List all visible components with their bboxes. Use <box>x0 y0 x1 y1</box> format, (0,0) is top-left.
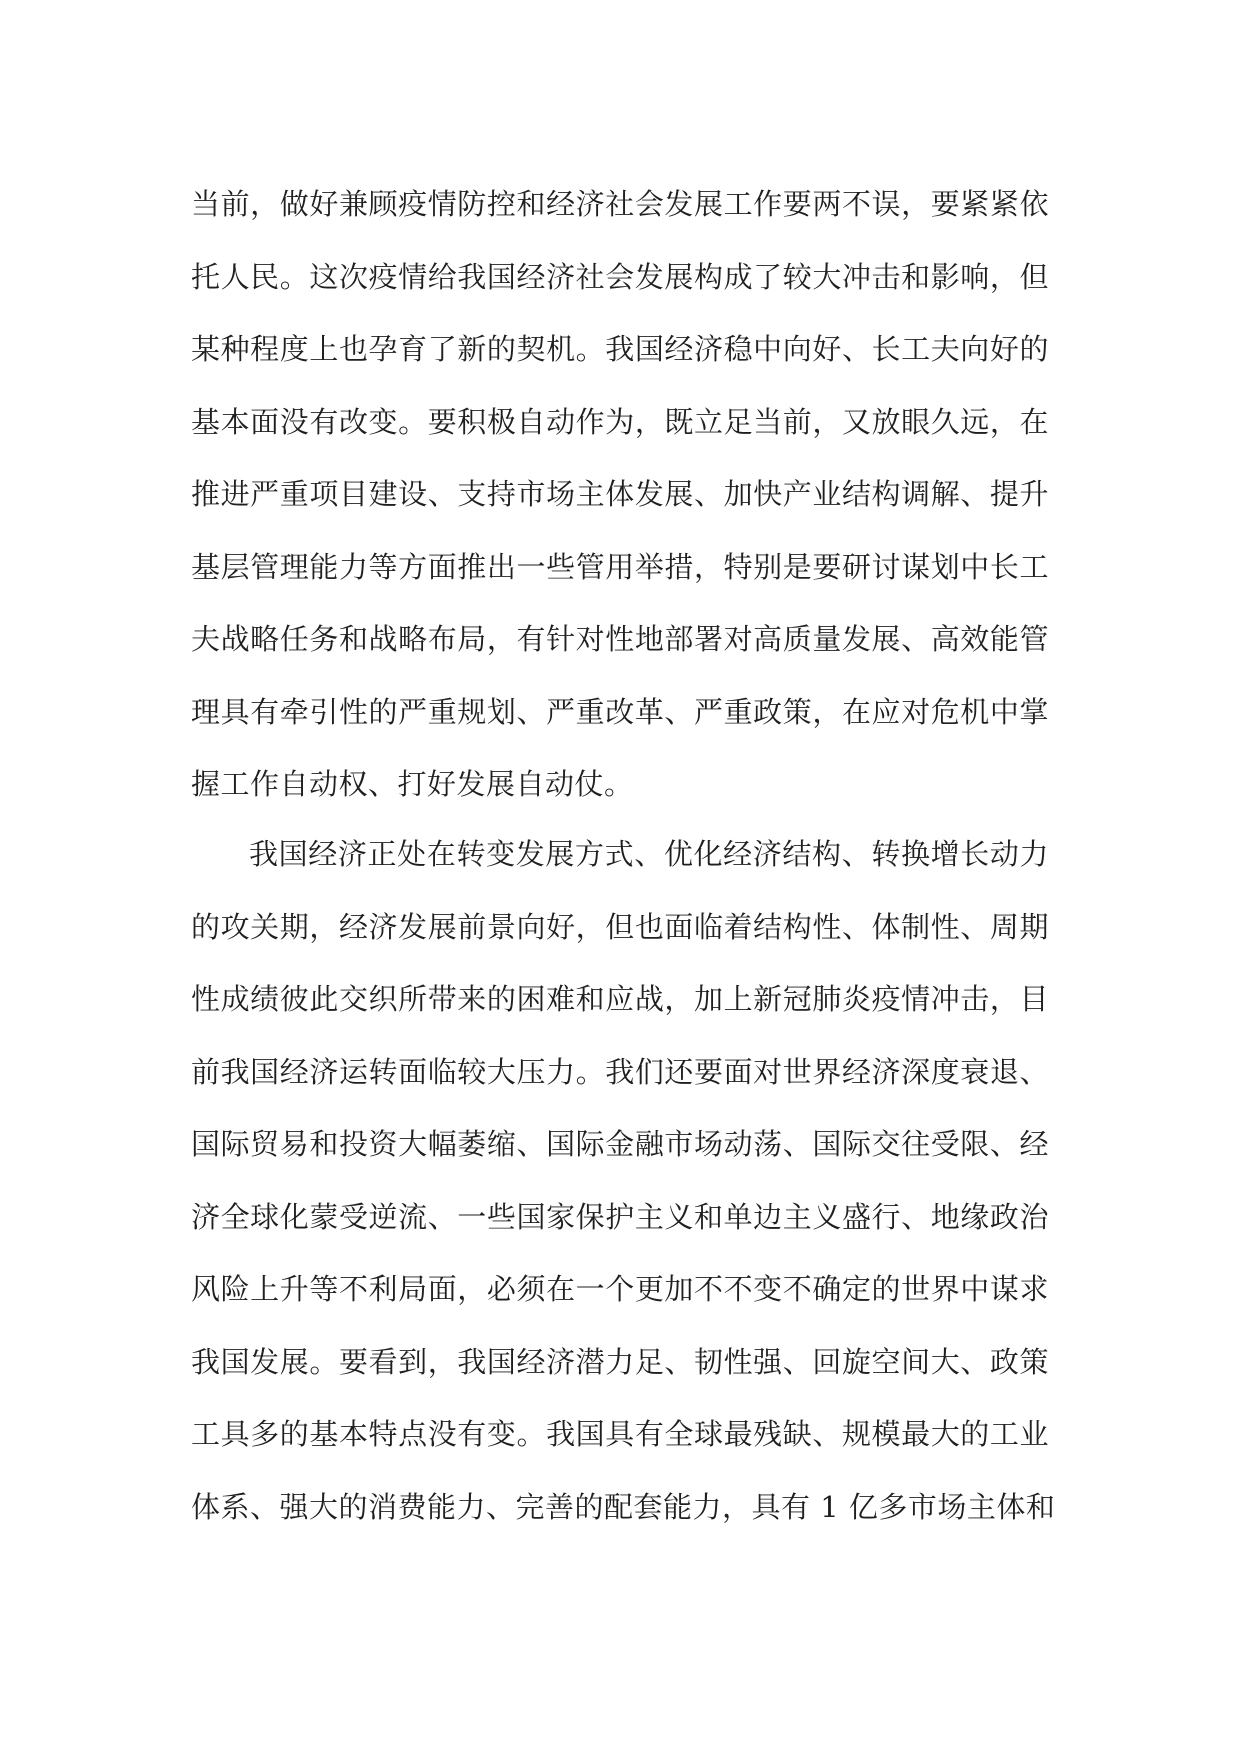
text-line: 我国发展。要看到，我国经济潜力足、韧性强、回旋空间大、政策 <box>191 1344 1049 1379</box>
text-line: 当前，做好兼顾疫情防控和经济社会发展工作要两不误，要紧紧依 <box>191 187 1049 221</box>
text-line: 基本面没有改变。要积极自动作为，既立足当前，又放眼久远，在 <box>191 404 1049 439</box>
text-line: 性成绩彼此交织所带来的困难和应战，加上新冠肺炎疫情冲击，目 <box>191 982 1049 1016</box>
text-line: 夫战略任务和战略布局，有针对性地部署对高质量发展、高效能管 <box>191 622 1049 656</box>
text-line: 前我国经济运转面临较大压力。我们还要面对世界经济深度衰退、 <box>191 1054 1049 1089</box>
text-line: 国际贸易和投资大幅萎缩、国际金融市场动荡、国际交往受限、经 <box>191 1127 1049 1161</box>
paragraph-2 <box>191 818 1056 1543</box>
paragraph-1 <box>191 168 1049 821</box>
text-line: 某种程度上也孕育了新的契机。我国经济稳中向好、长工夫向好的 <box>191 332 1049 366</box>
text-line: 理具有牵引性的严重规划、严重改革、严重政策，在应对危机中掌 <box>191 694 1049 729</box>
text-line: 的攻关期，经济发展前景向好，但也面临着结构性、体制性、周期 <box>191 909 1049 944</box>
text-line: 风险上升等不利局面，必须在一个更加不不变不确定的世界中谋求 <box>191 1272 1049 1306</box>
text-line: 济全球化蒙受逆流、一些国家保护主义和单边主义盛行、地缘政治 <box>191 1199 1049 1234</box>
text-line: 体系、强大的消费能力、完善的配套能力，具有 1 亿多市场主体和 <box>191 1489 1056 1524</box>
text-line: 推进严重项目建设、支持市场主体发展、加快产业结构调解、提升 <box>191 477 1049 511</box>
text-line: 托人民。这次疫情给我国经济社会发展构成了较大冲击和影响，但 <box>191 259 1049 294</box>
text-line: 握工作自动权、打好发展自动仗。 <box>191 767 634 801</box>
text-line: 我国经济正处在转变发展方式、优化经济结构、转换增长动力 <box>249 837 1049 871</box>
text-line: 工具多的基本特点没有变。我国具有全球最残缺、规模最大的工业 <box>191 1417 1049 1451</box>
text-line: 基层管理能力等方面推出一些管用举措，特别是要研讨谋划中长工 <box>191 549 1049 584</box>
